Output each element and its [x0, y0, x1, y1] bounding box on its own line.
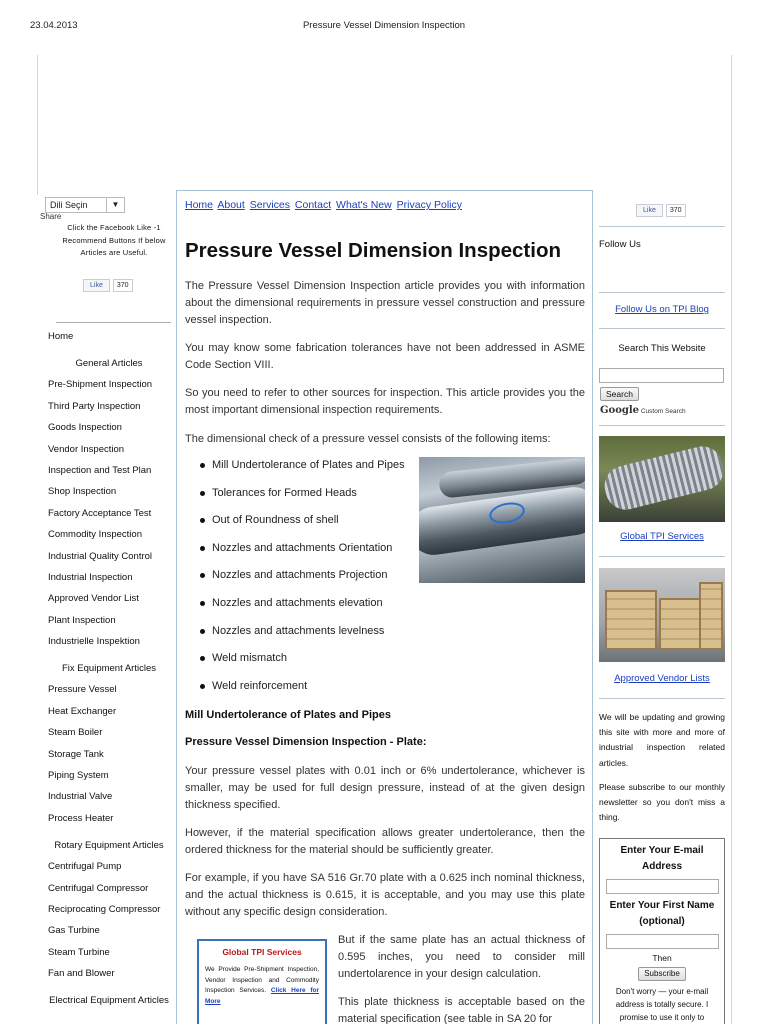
sidebar-heading: Electrical Equipment Articles: [49, 994, 169, 1006]
custom-search-text: Custom Search: [640, 408, 686, 415]
sidebar-item[interactable]: Storage Tank: [48, 748, 104, 760]
google-custom-search-label: [600, 405, 686, 416]
first-name-field[interactable]: [606, 934, 719, 949]
sidebar-item[interactable]: Third Party Inspection: [48, 400, 141, 412]
crate-shape: [605, 590, 657, 650]
promo-text: [205, 965, 319, 1007]
sidebar-item[interactable]: Pre-Shipment Inspection: [48, 379, 153, 391]
paragraph: But if the same plate has an actual thickness of 0.595 inches, you need to consider mill undertolarence in your design calculation.: [338, 934, 585, 980]
promo-link[interactable]: Click Here for More: [205, 987, 319, 1005]
search-input[interactable]: [599, 368, 724, 383]
sidebar-item[interactable]: Steam Turbine: [48, 946, 110, 958]
sidebar-item-home[interactable]: Home: [48, 331, 74, 342]
top-nav: [185, 199, 464, 211]
paragraph: The dimensional check of a pressure vessel consists of the following items:: [185, 433, 551, 445]
paragraph: You may know some fabrication tolerances have not been addressed in ASME Code Section VIII.: [185, 342, 585, 371]
first-name-label: Enter Your First Name (optional): [609, 900, 715, 927]
list-item: Nozzles and attachments elevation: [197, 595, 417, 623]
list-item: Tolerances for Formed Heads: [197, 485, 417, 513]
nav-link-about[interactable]: About: [217, 199, 245, 211]
sidebar-item[interactable]: Inspection and Test Plan: [48, 464, 152, 476]
sidebar-item[interactable]: Shop Inspection: [48, 486, 117, 498]
sidebar-item[interactable]: Pressure Vessel: [48, 684, 117, 696]
chevron-down-icon: ▼: [106, 198, 124, 212]
sidebar-item[interactable]: Commodity Inspection: [48, 529, 142, 541]
paragraph: Your pressure vessel plates with 0.01 inch or 6% undertolerance, whichever is smaller, may be used for full design pressure, instead of at the given design thickness specified.: [185, 765, 585, 811]
promo-box: [197, 939, 327, 1024]
nav-link-privacy[interactable]: Privacy Policy: [396, 199, 462, 211]
divider: [599, 556, 725, 557]
list-item: Weld reinforcement: [197, 678, 417, 706]
updates-text: We will be updating and growing this site with more and more of industrial inspection related articles.: [599, 712, 725, 768]
divider: [599, 425, 725, 426]
sidebar-item[interactable]: Reciprocating Compressor: [48, 903, 161, 915]
sidebar-item[interactable]: Steam Boiler: [48, 727, 103, 739]
email-label: Enter Your E-mail Address: [620, 845, 704, 872]
divider: [599, 698, 725, 699]
like-count: 370: [666, 204, 686, 217]
frame-line-left: [37, 55, 38, 195]
print-header: [0, 20, 768, 34]
sidebar-heading: Rotary Equipment Articles: [54, 840, 164, 852]
newsletter-text: Please subscribe to our monthly newsletter so you don't miss a thing.: [599, 782, 725, 823]
search-title: Search This Website: [618, 343, 706, 354]
nav-link-home[interactable]: Home: [185, 199, 214, 211]
print-title: Pressure Vessel Dimension Inspection: [302, 20, 466, 31]
intro-paragraph: The Pressure Vessel Dimension Inspection article provides you with information about the dimensional requirements in pressure vessel construction and pressure vessel inspection.: [185, 280, 585, 326]
paragraph: So you need to refer to other sources for inspection. This article provides you the most important dimensional inspection requirements.: [185, 387, 585, 416]
shipping-crates-photo[interactable]: [599, 568, 725, 662]
nav-link-contact[interactable]: Contact: [294, 199, 332, 211]
sidebar-nav: [48, 330, 170, 1024]
sidebar-item[interactable]: Factory Acceptance Test: [48, 507, 152, 519]
share-label[interactable]: Share: [40, 212, 62, 221]
sidebar-item[interactable]: Industrial Quality Control: [48, 550, 153, 562]
page-title: Pressure Vessel Dimension Inspection: [185, 239, 561, 262]
facebook-like-widget: [83, 279, 133, 292]
promo-title: Global TPI Services: [222, 947, 302, 957]
follow-us-label: Follow Us: [599, 239, 641, 250]
divider: [599, 328, 725, 329]
divider: [599, 226, 725, 227]
facebook-like-widget: [636, 204, 686, 217]
sidebar-item[interactable]: Goods Inspection: [48, 422, 122, 434]
sidebar-item[interactable]: Centrifugal Pump: [48, 861, 122, 873]
sidebar-heading: Fix Equipment Articles: [62, 663, 156, 675]
facebook-recommend-text: Click the Facebook Like -1 Recommend Buttons If below Articles are Useful.: [62, 223, 166, 257]
sidebar-item[interactable]: Industrial Inspection: [48, 571, 133, 583]
sidebar-item[interactable]: Plant Inspection: [48, 614, 116, 626]
google-logo: Google: [600, 405, 640, 416]
email-field[interactable]: [606, 879, 719, 894]
subscribe-button[interactable]: Subscribe: [638, 967, 686, 981]
crate-shape: [659, 598, 701, 650]
frame-line-right: [731, 55, 732, 1024]
list-item: Nozzles and attachments levelness: [197, 623, 417, 651]
like-button[interactable]: Like: [636, 204, 663, 217]
global-tpi-services-link[interactable]: Global TPI Services: [620, 531, 704, 542]
sidebar-item[interactable]: Fan and Blower: [48, 968, 115, 980]
pressure-vessel-photo: [419, 457, 585, 583]
sidebar-item[interactable]: Approved Vendor List: [48, 593, 139, 605]
language-select-label: Dili Seçin: [50, 200, 88, 210]
section-heading: Pressure Vessel Dimension Inspection - Plate:: [185, 736, 427, 748]
nav-link-services[interactable]: Services: [249, 199, 290, 211]
search-button[interactable]: Search: [600, 387, 639, 401]
list-item: Nozzles and attachments Projection: [197, 567, 417, 595]
paragraph: For example, if you have SA 516 Gr.70 plate with a 0.625 inch nominal thickness, and the actual thickness is 0.615, it is acceptable, and you may use this plate without any specific design consideration.: [185, 872, 585, 918]
list-item: Weld mismatch: [197, 650, 417, 678]
sidebar-item[interactable]: Piping System: [48, 770, 109, 782]
inspection-items-list: [197, 457, 417, 705]
list-item: Out of Roundness of shell: [197, 512, 417, 540]
sidebar-item[interactable]: Process Heater: [48, 812, 114, 824]
like-count: 370: [113, 279, 133, 292]
print-date: 23.04.2013: [30, 20, 78, 31]
sidebar-item[interactable]: Heat Exchanger: [48, 705, 117, 717]
then-label: Then: [652, 953, 672, 963]
tpi-blog-link[interactable]: Follow Us on TPI Blog: [615, 304, 709, 315]
divider: [599, 292, 725, 293]
crate-shape: [699, 582, 723, 650]
nav-link-whats-new[interactable]: What's New: [336, 199, 392, 211]
sidebar-heading: General Articles: [75, 358, 143, 370]
list-item: Mill Undertolerance of Plates and Pipes: [197, 457, 417, 485]
like-button[interactable]: Like: [83, 279, 110, 292]
privacy-note: Don't worry — your e-mail address is totally secure. I promise to use it only to: [615, 987, 709, 1022]
turbine-rotor-photo[interactable]: [599, 436, 725, 522]
language-select[interactable]: [45, 197, 125, 213]
approved-vendor-lists-link[interactable]: Approved Vendor Lists: [614, 673, 710, 684]
sidebar-item[interactable]: Gas Turbine: [48, 925, 100, 937]
section-heading: Mill Undertolerance of Plates and Pipes: [185, 709, 391, 721]
sidebar-item[interactable]: Centrifugal Compressor: [48, 882, 149, 894]
divider: [56, 322, 171, 323]
list-item: Nozzles and attachments Orientation: [197, 540, 417, 568]
promo-body: We Provide Pre-Shipment Inspection, Vendor Inspection and Commodity Inspection Services.: [205, 966, 319, 994]
main-content: [176, 190, 593, 1024]
newsletter-signup-form: [599, 838, 725, 1024]
sidebar-item[interactable]: Vendor Inspection: [48, 443, 125, 455]
rotor-shape: [600, 442, 725, 514]
sidebar-item[interactable]: Industrial Valve: [48, 791, 113, 803]
paragraph: This plate thickness is acceptable based on the material specification (see table in SA 20 for: [338, 996, 585, 1024]
paragraph: However, if the material specification allows greater undertolerance, then the ordered thickness for the material should be sufficiently greater.: [185, 827, 585, 856]
sidebar-item[interactable]: Industrielle Inspektion: [48, 636, 140, 648]
